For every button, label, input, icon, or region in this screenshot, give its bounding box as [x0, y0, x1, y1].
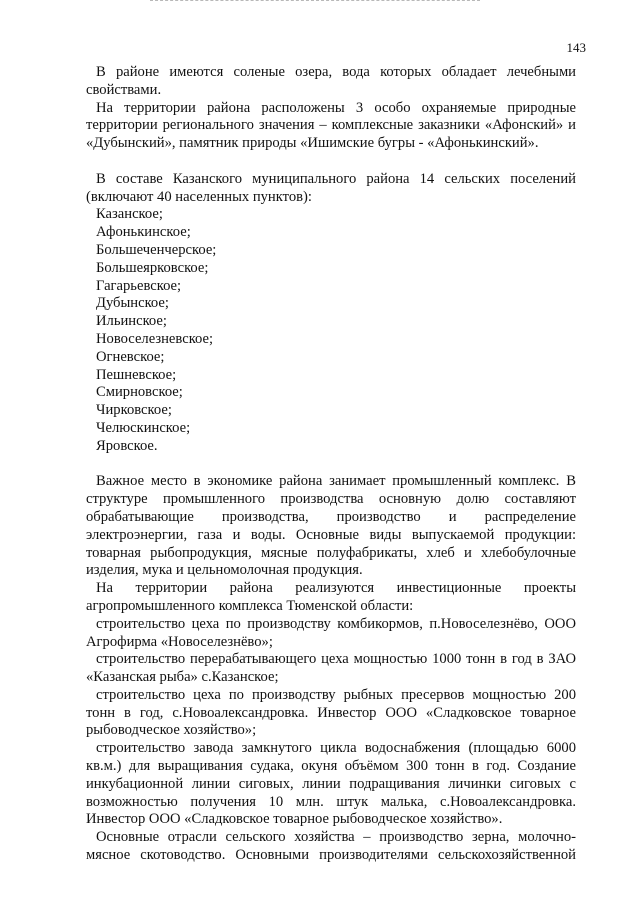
list-item: Огневское; — [96, 348, 165, 365]
document-body — [86, 64, 576, 865]
scan-edge-line — [150, 0, 480, 2]
list-item: Большеченчерское; — [96, 241, 217, 258]
list-item: Ильинское; — [96, 313, 167, 330]
settlements-list — [86, 206, 576, 455]
list-item: Пешневское; — [96, 366, 177, 383]
list-item: Яровское. — [96, 437, 158, 454]
paragraph-project-feed-mill: строительство цеха по производству комбикормов, п.Новоселезнёво, ООО Агрофирма «Новоселезнёво»; — [86, 615, 576, 650]
page-number: 143 — [566, 40, 586, 55]
paragraph-project-processing: строительство перерабатывающего цеха мощностью 1000 тонн в год в ЗАО «Казанская рыба» с.Казанское; — [86, 651, 576, 686]
list-item: Дубынское; — [96, 295, 169, 312]
spacer — [86, 456, 576, 474]
list-item: Афонькинское; — [96, 224, 191, 241]
spacer — [86, 153, 576, 171]
list-item: Большеярковское; — [96, 259, 209, 276]
paragraph-protected-areas: На территории района расположены 3 особо охраняемые природные территории регионального значения – комплексные заказники «Афонский» и «Дубынский», памятник природы «Ишимские бугры - «Афонькинский». — [86, 99, 576, 152]
list-item: Смирновское; — [96, 384, 183, 401]
paragraph-project-preserves: строительство цеха по производству рыбных пресервов мощностью 200 тонн в год, с.Новоалександровка. Инвестор ООО «Сладковское товарное рыбоводческое хозяйство»; — [86, 686, 576, 739]
paragraph-project-fish-plant: строительство завода замкнутого цикла водоснабжения (площадью 6000 кв.м.) для выращивания судака, окуня объёмом 300 тонн в год. Создание инкубационной линии сиговых, линии подращивания личинки сиговых с возможностью получения 10 млн. штук малька, с.Новоалександровка. Инвестор ООО «Сладковское товарное рыбоводческое хозяйство». — [86, 740, 576, 828]
list-item: Чирковское; — [96, 402, 172, 419]
paragraph-investment-intro: На территории района реализуются инвестиционные проекты агропромышленного комплекса Тюменской области: — [86, 580, 576, 614]
list-item: Гагарьевское; — [96, 277, 182, 294]
paragraph-industry: Важное место в экономике района занимает промышленный комплекс. В структуре промышленного производства основную долю составляют обрабатывающие производства, производство и распределение электроэнергии, газа и воды. Основные виды выпускаемой продукции: товарная рыбопродукция, мясные полуфабрикаты, хлеб и хлебобулочные изделия, мука и цельномолочная продукция. — [86, 473, 576, 579]
paragraph-salt-lakes: В районе имеются соленые озера, вода которых обладает лечебными свойствами. — [86, 64, 576, 98]
paragraph-agriculture: Основные отрасли сельского хозяйства – производство зерна, молочно-мясное скотоводство. Основными производителями сельскохозяйственной — [86, 829, 576, 864]
paragraph-settlements-intro: В составе Казанского муниципального района 14 сельских поселений (включают 40 населенных пунктов): — [86, 170, 576, 205]
list-item: Казанское; — [96, 206, 163, 223]
list-item: Челюскинское; — [96, 419, 191, 436]
list-item: Новоселезневское; — [96, 330, 214, 347]
